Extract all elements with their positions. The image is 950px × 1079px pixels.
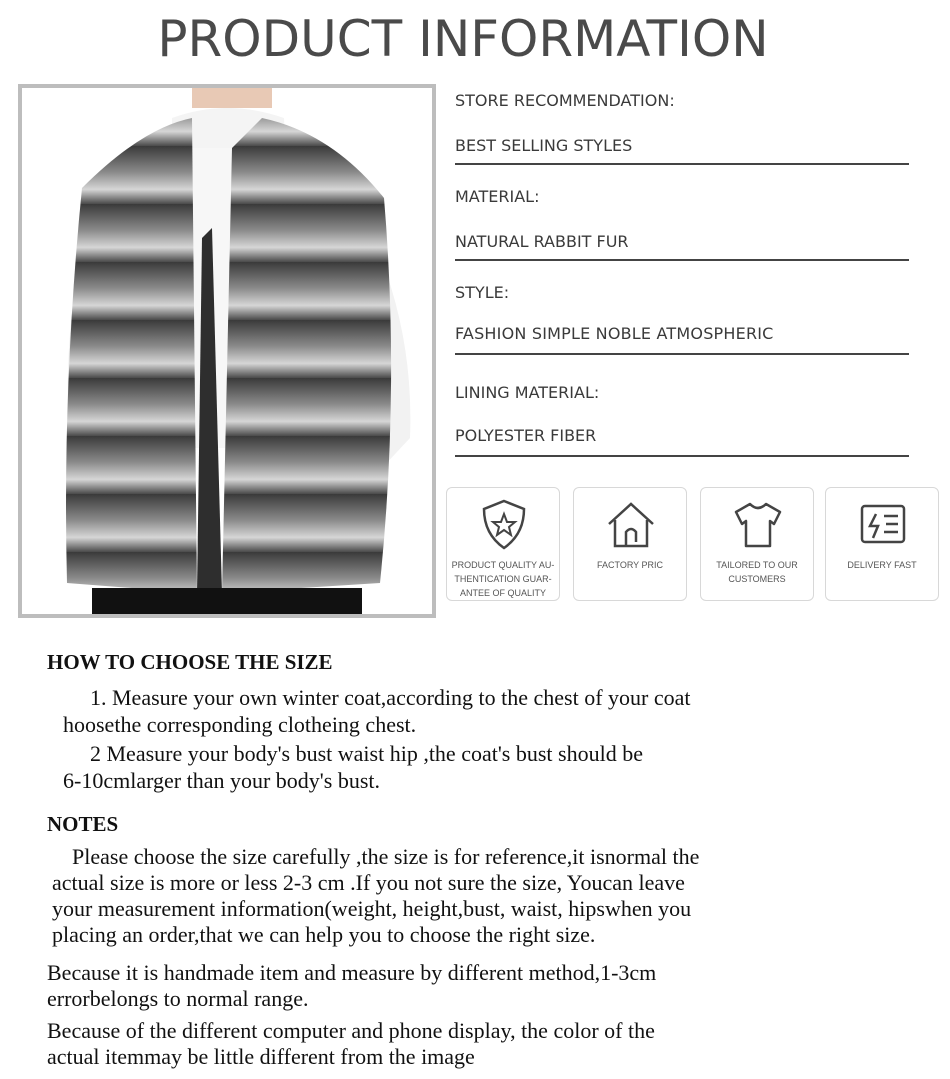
lining-material-value: POLYESTER FIBER	[455, 426, 597, 445]
lining-material-label: LINING MATERIAL:	[455, 383, 600, 402]
delivery-icon	[856, 498, 910, 552]
factory-price-badge	[573, 487, 687, 601]
size-step-2-line-2: 6-10cmlarger than your body's bust.	[63, 768, 381, 793]
badge-text: FACTORY PRIC	[596, 560, 664, 570]
size-step-2-line-1: 2 Measure your body's bust waist hip ,the coat's bust should be	[90, 741, 643, 766]
notes-heading: NOTES	[47, 812, 119, 836]
notes-paragraph-2-line-1: Because it is handmade item and measure by different method,1-3cm	[47, 960, 657, 985]
notes-paragraph-1-line-1: Please choose the size carefully ,the size is for reference,it isnormal the	[72, 844, 700, 869]
size-step-1-line-1: 1. Measure your own winter coat,according to the chest of your coat	[90, 685, 691, 710]
store-recommendation-label: STORE RECOMMENDATION:	[455, 91, 675, 110]
notes-paragraph-2-line-2: errorbelongs to normal range.	[47, 986, 309, 1011]
house-icon	[604, 498, 658, 552]
badge-text: TAILORED TO OUR CUSTOMERS	[716, 560, 798, 584]
notes-paragraph-3-line-1: Because of the different computer and phone display, the color of the	[47, 1018, 655, 1043]
shield-star-icon	[477, 498, 531, 552]
size-step-1-line-2: hoosethe corresponding clotheing chest.	[63, 712, 417, 737]
size-guide-heading: HOW TO CHOOSE THE SIZE	[47, 650, 333, 674]
badge-text: DELIVERY FAST	[847, 560, 917, 570]
divider	[455, 259, 909, 261]
notes-paragraph-1-line-2: actual size is more or less 2-3 cm .If you not sure the size, Youcan leave	[52, 870, 685, 895]
material-value: NATURAL RABBIT FUR	[455, 232, 629, 251]
notes-paragraph-3-line-2: actual itemmay be little different from the image	[47, 1044, 475, 1069]
divider	[455, 455, 909, 457]
quality-guarantee-badge	[446, 487, 560, 601]
fur-vest-image	[22, 88, 432, 614]
style-label: STYLE:	[455, 283, 510, 302]
notes-paragraph-1-line-3: your measurement information(weight, height,bust, waist, hipswhen you	[52, 896, 692, 921]
divider	[455, 163, 909, 165]
divider	[455, 353, 909, 355]
notes-paragraph-1-line-4: placing an order,that we can help you to choose the right size.	[52, 922, 596, 947]
tshirt-icon	[731, 498, 785, 552]
badge-text: PRODUCT QUALITY AU- THENTICATION GUAR- ANTEE OF QUALITY	[451, 560, 555, 598]
product-photo	[18, 84, 436, 618]
tailored-badge	[700, 487, 814, 601]
delivery-fast-badge	[825, 487, 939, 601]
store-recommendation-value: BEST SELLING STYLES	[455, 136, 633, 155]
page-title: PRODUCT INFORMATION	[157, 10, 769, 68]
material-label: MATERIAL:	[455, 187, 540, 206]
style-value: FASHION SIMPLE NOBLE ATMOSPHERIC	[455, 324, 774, 343]
